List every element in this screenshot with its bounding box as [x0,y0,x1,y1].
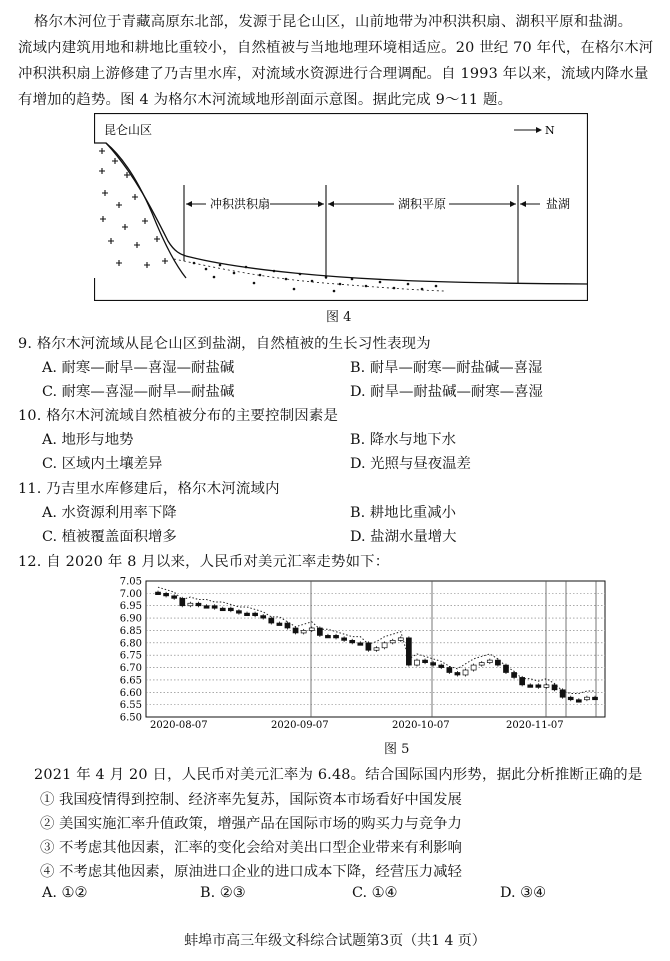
candle-body [301,630,306,633]
candle-body [317,628,322,635]
candle-body [228,608,233,611]
candle-body [261,616,266,619]
candle-body [325,635,330,638]
q11-option-d[interactable]: D. 盐湖水量增大 [350,529,457,545]
x-tick-label: 2020-10-07 [392,720,450,731]
figure4-caption: 图 4 [326,310,352,325]
y-tick-label: 6.65 [119,675,142,687]
q10-option-c[interactable]: C. 区域内土壤差异 [42,456,163,472]
candle-body [536,685,541,688]
figure5-caption: 图 5 [384,742,410,757]
q12-statement-2: ② 美国实施汇率升值政策，增强产品在国际市场的购买力与竞争力 [40,816,462,832]
candle-body [358,643,363,646]
page-footer: 蚌埠市高三年级文科综合试题第3页（共1 4 页） [184,933,486,949]
q10-stem: 10. 格尔木河流域自然植被分布的主要控制因素是 [18,408,339,424]
q11-option-a[interactable]: A. 水资源利用率下降 [42,505,177,521]
candle-body [220,608,225,611]
q12-statement-4: ④ 不考虑其他因素，原油进口企业的进口成本下降，经营压力减轻 [40,864,462,880]
candle-body [285,623,290,628]
x-tick-label: 2020-09-07 [271,720,329,731]
y-axis-ticks [120,577,142,724]
candle-body [374,648,379,651]
y-tick-label: 6.80 [119,638,142,650]
trend-dotted-line [158,587,595,693]
candle-body [164,593,169,596]
candle-body [212,606,217,609]
candle-body [431,663,436,666]
intro-line-3: 冲积洪积扇上游修建了乃吉里水库，对流域水资源进行合理调配。自 1993 年以来，流域内降水量 [18,66,649,82]
plain-span-arrow [328,196,516,211]
q12-body: 2021 年 4 月 20 日，人民币对美元汇率为 6.48。结合国际国内形势，据此分析推断正确的是 [34,767,643,783]
q11-stem: 11. 乃吉里水库修建后，格尔木河流域内 [18,481,280,497]
candle-body [342,638,347,641]
y-tick-label: 6.90 [119,613,142,625]
q11-option-b[interactable]: B. 耕地比重减小 [350,505,457,521]
north-arrow [514,124,555,137]
candle-body [487,660,492,663]
candle-body [463,670,468,675]
q12-stem: 12. 自 2020 年 8 月以来，人民币对美元汇率走势如下： [18,554,390,570]
candle-body [253,613,258,616]
candle-body [236,611,241,614]
candle-body [277,623,282,626]
q12-option-a[interactable]: A. ①② [42,885,88,901]
candle-body [479,663,484,666]
mountain-label: 昆仑山区 [104,123,153,137]
y-tick-label: 6.60 [119,687,142,699]
y-tick-label: 6.55 [119,700,142,712]
trend-line [158,587,595,693]
candle-body [423,660,428,663]
q9-option-b[interactable]: B. 耐旱—耐寒—耐盐碱—喜湿 [350,360,543,376]
y-tick-label: 6.50 [119,712,142,724]
candle-body [188,603,193,606]
y-tick-label: 6.95 [119,601,142,613]
candle-body [350,640,355,643]
candle-body [439,665,444,668]
y-tick-label: 6.85 [119,625,142,637]
candle-body [366,643,371,650]
q12-option-d[interactable]: D. ③④ [500,885,546,901]
candle-body [560,690,565,697]
north-label: N [545,124,555,137]
intro-line-2: 流域内建筑用地和耕地比重较小，自然植被与当地地理环境相适应。20 世纪 70 年代，在格尔木河 [18,40,654,56]
candle-body [334,635,339,638]
candle-body [471,665,476,670]
candle-body [503,665,508,672]
q10-option-d[interactable]: D. 光照与昼夜温差 [350,456,471,472]
candle-body [172,596,177,599]
lake-span-arrow [520,196,570,211]
q10-option-b[interactable]: B. 降水与地下水 [350,432,457,448]
candle-body [414,660,419,665]
fan-span-arrow [186,196,324,211]
candle-body [495,660,500,665]
x-tick-label: 2020-08-07 [150,720,208,731]
plain-label: 湖积平原 [398,197,447,211]
candle-body [309,628,314,631]
candle-body [520,677,525,684]
candle-body [382,643,387,648]
q9-option-a[interactable]: A. 耐寒—耐旱—喜湿—耐盐碱 [42,360,235,376]
candle-body [156,592,161,595]
candle-body [447,668,452,673]
fan-label: 冲积洪积扇 [210,197,271,211]
candle-body [593,697,598,700]
candle-body [204,606,209,609]
q12-statement-1: ① 我国疫情得到控制、经济率先复苏，国际资本市场看好中国发展 [40,792,462,808]
q12-statement-3: ③ 不考虑其他因素，汇率的变化会给对美出口型企业带来有利影响 [40,840,462,856]
candle-body [269,618,274,623]
q11-option-c[interactable]: C. 植被覆盖面积增多 [42,529,177,545]
candle-body [245,613,250,616]
x-tick-label: 2020-11-07 [506,720,564,731]
candle-body [398,638,403,641]
candle-body [512,672,517,677]
x-axis-ticks [150,720,564,731]
y-tick-label: 6.75 [119,650,142,662]
exchange-rate-chart [110,575,620,731]
candle-body [196,603,201,606]
candles [156,591,598,703]
candle-body [576,700,581,703]
candle-body [568,697,573,700]
candle-body [544,685,549,688]
candle-body [406,638,411,665]
candle-body [528,685,533,688]
candle-body [455,672,460,675]
terrain-profile-figure [94,113,588,301]
q9-option-c[interactable]: C. 耐寒—喜湿—耐旱—耐盐碱 [42,384,235,400]
lake-label: 盐湖 [546,197,571,211]
y-tick-label: 7.05 [119,576,142,588]
q9-option-d[interactable]: D. 耐旱—耐盐碱—耐寒—喜湿 [350,384,543,400]
surface-profile-line [106,143,588,284]
candle-body [180,598,185,605]
candle-body [390,640,395,643]
sediment-pattern [193,262,438,293]
candle-body [552,685,557,690]
q9-stem: 9. 格尔木河流域从昆仑山区到盐湖，自然植被的生长习性表现为 [18,336,431,352]
candle-body [293,628,298,633]
y-tick-label: 6.70 [119,663,142,675]
intro-line-1: 格尔木河位于青藏高原东北部，发源于昆仑山区，山前地带为冲积洪积扇、湖积平原和盐湖。 [34,14,633,30]
q12-option-c[interactable]: C. ①④ [352,885,398,901]
y-tick-label: 7.00 [119,588,142,600]
q12-option-b[interactable]: B. ②③ [200,885,246,901]
q10-option-a[interactable]: A. 地形与地势 [42,432,134,448]
intro-line-4: 有增加的趋势。图 4 为格尔木河流域地形剖面示意图。据此完成 9～11 题。 [18,92,513,108]
candle-body [584,697,589,700]
